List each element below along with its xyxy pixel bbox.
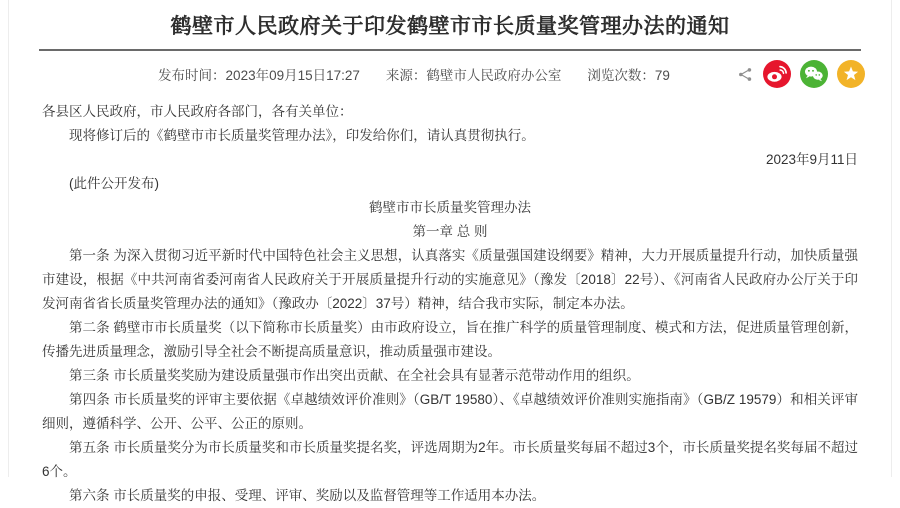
- publish-time: [158, 68, 360, 83]
- article-list: [42, 244, 858, 508]
- page-title: 鹤壁市人民政府关于印发鹤壁市市长质量奖管理办法的通知: [9, 12, 891, 41]
- qzone-star-icon[interactable]: [837, 60, 865, 88]
- view-count-label: 浏览次数：: [587, 68, 655, 83]
- document-body: [9, 97, 891, 508]
- title-section: [9, 0, 891, 51]
- source-label: 来源：: [386, 68, 427, 83]
- publish-time-label: 发布时间：: [158, 68, 226, 83]
- publish-time-value: 2023年09月15日17:27: [226, 68, 360, 83]
- article-paragraph: 第二条 鹤壁市市长质量奖（以下简称市长质量奖）由市政府设立，旨在推广科学的质量管理制度、模式和方法，促进质量管理创新，传播先进质量理念，激励引导全社会不断提高质量意识，推动质量强市建设。: [42, 316, 858, 364]
- doc-title: 鹤壁市市长质量奖管理办法: [42, 196, 858, 220]
- meta-row: [9, 51, 891, 97]
- weibo-icon[interactable]: [763, 60, 791, 88]
- chapter-title: 第一章 总 则: [42, 220, 858, 244]
- source-value: 鹤壁市人民政府办公室: [426, 68, 561, 83]
- salutation: 各县区人民政府，市人民政府各部门，各有关单位：: [42, 100, 858, 124]
- article-panel: [8, 0, 892, 477]
- view-count-value: 79: [655, 68, 670, 83]
- release-note: (此件公开发布): [42, 172, 858, 196]
- wechat-icon[interactable]: [800, 60, 828, 88]
- share-bar: [737, 60, 865, 88]
- article-paragraph: 第三条 市长质量奖奖励为建设质量强市作出突出贡献、在全社会具有显著示范带动作用的组织。: [42, 364, 858, 388]
- view-count: [587, 68, 670, 83]
- share-nodes-icon[interactable]: [737, 66, 754, 83]
- intro-paragraph: 现将修订后的《鹤壁市市长质量奖管理办法》，印发给你们，请认真贯彻执行。: [42, 124, 858, 148]
- source: [386, 68, 562, 83]
- article-paragraph: 第一条 为深入贯彻习近平新时代中国特色社会主义思想，认真落实《质量强国建设纲要》精神，大力开展质量提升行动，加快质量强市建设，根据《中共河南省委河南省人民政府关于开展质量提升行动的实施意见》（豫发〔2018〕22号）、《河南省人民政府办公厅关于印发河南省省长质量奖管理办法的通知》（豫政办〔2022〕37号）精神，结合我市实际，制定本办法。: [42, 244, 858, 316]
- article-paragraph: 第五条 市长质量奖分为市长质量奖和市长质量奖提名奖，评选周期为2年。市长质量奖每届不超过3个，市长质量奖提名奖每届不超过6个。: [42, 436, 858, 484]
- sign-date: 2023年9月11日: [42, 148, 858, 172]
- article-paragraph: 第四条 市长质量奖的评审主要依据《卓越绩效评价准则》（GB/T 19580）、《卓越绩效评价准则实施指南》（GB/Z 19579）和相关评审细则，遵循科学、公开、公平、公正的原则。: [42, 388, 858, 436]
- article-paragraph: 第六条 市长质量奖的申报、受理、评审、奖励以及监督管理等工作适用本办法。: [42, 484, 858, 508]
